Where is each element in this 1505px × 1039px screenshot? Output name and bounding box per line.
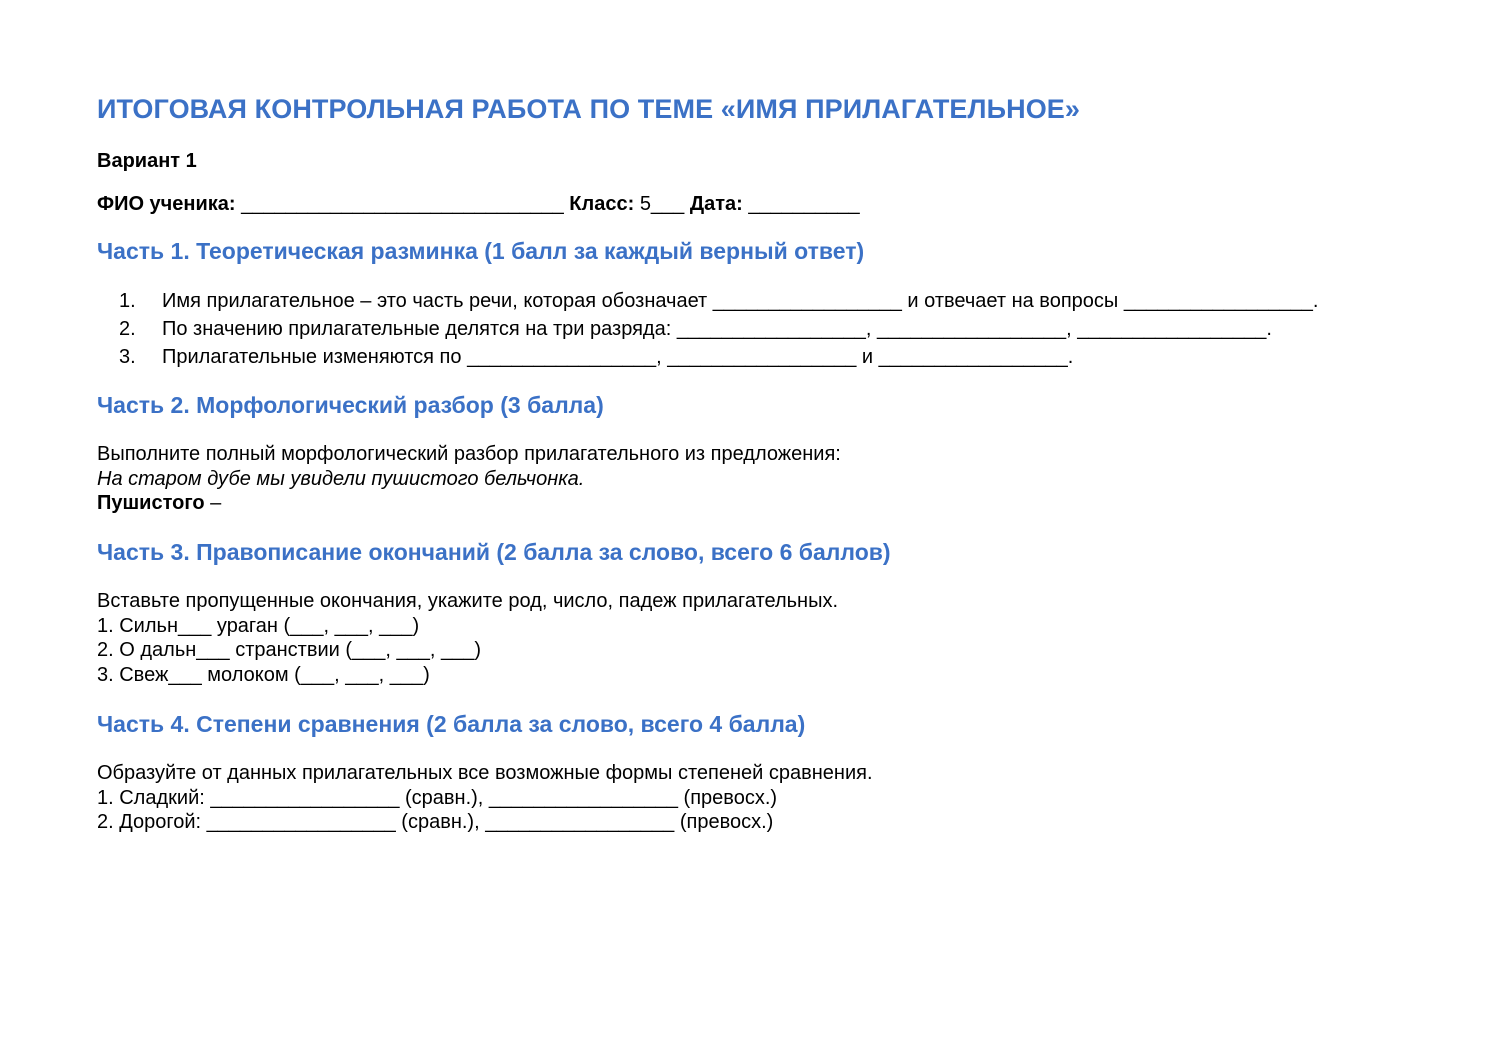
part2-word-dash: – xyxy=(204,492,222,514)
class-label: Класс: xyxy=(569,193,635,215)
part4-instruction: Образуйте от данных прилагательных все возможные формы степеней сравнения. xyxy=(97,762,873,784)
part1-item-text: Имя прилагательное – это часть речи, которая обозначает _________________ и отвечает на вопросы _________________. xyxy=(162,290,1319,312)
part1-item-number: 1. xyxy=(119,290,136,312)
part2-heading: Часть 2. Морфологический разбор (3 балла) xyxy=(97,392,604,418)
name-label: ФИО ученика: xyxy=(97,193,236,215)
date-blank: __________ xyxy=(748,193,860,215)
part1-item-text: По значению прилагательные делятся на три разряда: _________________, _________________, _________________. xyxy=(162,318,1272,340)
name-blank: _____________________________ xyxy=(241,193,564,215)
part2-word-line xyxy=(97,492,221,515)
part4-heading: Часть 4. Степени сравнения (2 балла за слово, всего 4 балла) xyxy=(97,711,806,737)
date-label: Дата: xyxy=(689,193,743,215)
class-value: 5___ xyxy=(639,193,685,215)
part3-heading: Часть 3. Правописание окончаний (2 балла за слово, всего 6 баллов) xyxy=(97,539,891,565)
part3-instruction: Вставьте пропущенные окончания, укажите род, число, падеж прилагательных. xyxy=(97,590,839,612)
part3-item: 3. Свеж___ молоком (___, ___, ___) xyxy=(97,664,430,686)
part4-item: 2. Дорогой: _________________ (сравн.), _________________ (превосх.) xyxy=(97,811,774,833)
part1-item-number: 2. xyxy=(119,318,136,340)
part2-instruction: Выполните полный морфологический разбор прилагательного из предложения: xyxy=(97,443,841,465)
part2-word-label: Пушистого xyxy=(97,492,205,514)
variant-label: Вариант 1 xyxy=(97,150,197,172)
part1-item-text: Прилагательные изменяются по _________________, _________________ и _________________. xyxy=(162,346,1074,368)
part1-heading: Часть 1. Теоретическая разминка (1 балл за каждый верный ответ) xyxy=(97,238,865,264)
part3-item: 2. О дальн___ странствии (___, ___, ___) xyxy=(97,639,481,661)
document-title: ИТОГОВАЯ КОНТРОЛЬНАЯ РАБОТА ПО ТЕМЕ «ИМЯ ПРИЛАГАТЕЛЬНОЕ» xyxy=(97,94,1081,124)
part4-item: 1. Сладкий: _________________ (сравн.), _________________ (превосх.) xyxy=(97,787,778,809)
part3-item: 1. Сильн___ ураган (___, ___, ___) xyxy=(97,615,420,637)
student-info-line xyxy=(97,193,860,216)
part1-item-number: 3. xyxy=(119,346,136,368)
part2-sentence: На старом дубе мы увидели пушистого бельчонка. xyxy=(97,468,585,490)
